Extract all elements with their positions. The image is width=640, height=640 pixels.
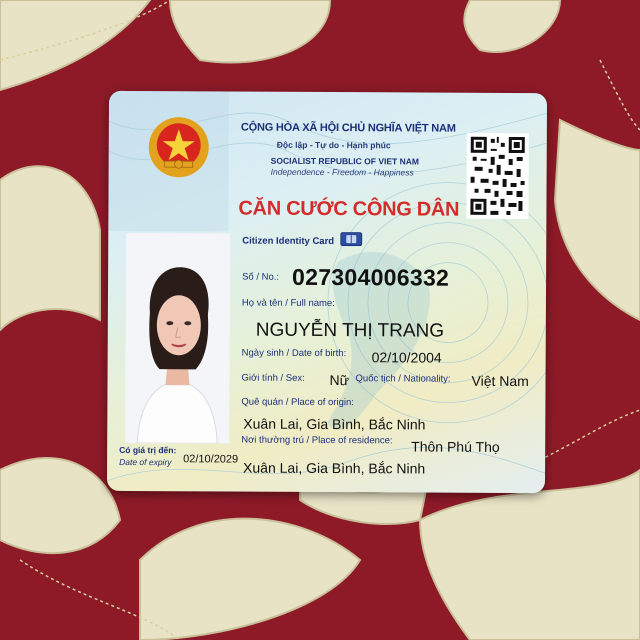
country-name-vn: CỘNG HÒA XÃ HỘI CHỦ NGHĨA VIỆT NAM [240,121,456,135]
sex-value: Nữ [329,372,350,389]
place-of-origin: Xuân Lai, Gia Bình, Bắc Ninh [243,415,426,433]
expiry-label-vn: Có giá trị đến: [119,444,177,456]
country-name-en: SOCIALIST REPUBLIC OF VIET NAM [270,155,419,167]
expiry-label-en: Date of expiry [119,456,172,468]
motto-vn: Độc lập - Tự do - Hạnh phúc [276,139,391,151]
portrait-illustration [125,233,230,444]
card-title-vn: CĂN CƯỚC CÔNG DÂN [238,197,460,221]
chip-icon [340,232,362,246]
dob-label: Ngày sinh / Date of birth: [241,347,347,360]
place-of-residence-line1: Thôn Phú Thọ [411,438,500,455]
id-number: 027304006332 [292,263,450,291]
id-number-label: Số / No.: [242,271,280,283]
nationality-label: Quốc tịch / Nationality: [355,373,451,385]
place-of-residence-line2: Xuân Lai, Gia Bình, Bắc Ninh [243,459,426,477]
place-of-origin-label: Quê quán / Place of origin: [241,396,354,409]
full-name: NGUYỄN THỊ TRANG [255,319,445,342]
place-of-residence-label: Nơi thường trú / Place of residence: [241,434,393,447]
portrait-photo [125,233,230,444]
sex-label: Giới tính / Sex: [241,372,305,384]
citizen-identity-card [107,91,547,493]
expiry-date: 02/10/2029 [183,453,239,466]
qr-code-icon [466,133,528,219]
motto-en: Independence - Freedom - Happiness [270,166,414,178]
nationality-value: Việt Nam [471,372,529,390]
card-title-en: Citizen Identity Card [242,235,335,248]
date-of-birth: 02/10/2004 [371,349,442,366]
full-name-label: Họ và tên / Full name: [241,297,335,310]
national-emblem-icon [147,115,211,179]
